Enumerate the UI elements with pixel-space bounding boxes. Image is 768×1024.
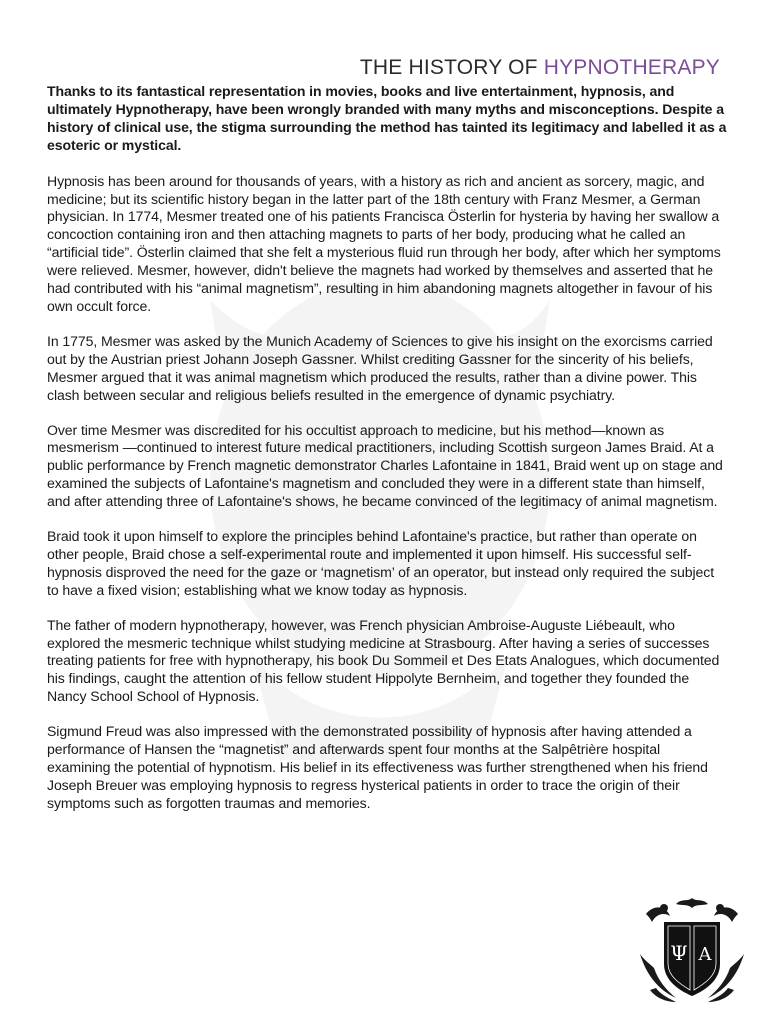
page-title xyxy=(360,56,720,80)
body-paragraph: Over time Mesmer was discredited for his occultist approach to medicine, but his method—known as mesmerism —continued to interest future medical practitioners, including Scottish surgeon James Braid. At a public performance by French magnetic demonstrator Charles Lafontaine in 1841, Braid went up on stage and examined the subjects of Lafontaine's magnetism and concluded they were in a different state than himself, and after attending three of Lafontaine's shows, he became convinced of the legitimacy of animal magnetism. xyxy=(47,421,723,510)
body-paragraph: Hypnosis has been around for thousands of years, with a history as rich and ancient as sorcery, magic, and medicine; but its scientific history began in the latter part of the 18th century with Franz Mesmer, a German physician. In 1774, Mesmer treated one of his patients Francisca Österlin for hysteria by having her swallow a concoction containing iron and then attaching magnets to parts of her body, producing what he called an “artificial tide”. Österlin claimed that she felt a mysterious fluid run through her body, after which her symptoms were relieved. Mesmer, however, didn't believe the magnets had worked by themselves and asserted that he had contributed with his “animal magnetism”, resulting in him abandoning magnets altogether in favour of his own occult force. xyxy=(47,172,721,314)
crest-letter-psi: Ψ xyxy=(670,941,688,965)
body-paragraph: Braid took it upon himself to explore the principles behind Lafontaine's practice, but rather than operate on other people, Braid chose a self-experimental route and implemented it upon himself. His successful self-hypnosis disproved the need for the gaze or ‘magnetism’ of an operator, but instead only required the subject to have a fixed vision; establishing what we know today as hypnosis. xyxy=(47,528,715,598)
body-paragraph: Sigmund Freud was also impressed with the demonstrated possibility of hypnosis after having attended a performance of Hansen the “magnetist” and afterwards spent four months at the Salpêtrière hospital examining the potential of hypnotism. His belief in its effectiveness was further strengthened when his friend Joseph Breuer was employing hypnosis to regress hysterical patients in order to trace the origin of their symptoms such as forgotten traumas and memories. xyxy=(47,723,708,811)
crest-logo-icon xyxy=(636,894,748,1006)
body-paragraph: In 1775, Mesmer was asked by the Munich Academy of Sciences to give his insight on the exorcisms carried out by the Austrian priest Johann Joseph Gassner. Whilst crediting Gassner for the sincerity of his beliefs, Mesmer argued that it was animal magnetism which produced the results, rather than a divine power. This clash between secular and religious beliefs resulted in the emergence of dynamic psychiatry. xyxy=(47,332,713,403)
body-paragraph: The father of modern hypnotherapy, however, was French physician Ambroise-Auguste Liébeault, who explored the mesmeric technique whilst studying medicine at Strasbourg. After having a series of successes treating patients for free with hypnotherapy, his book Du Sommeil et Des Etats Analogues, which documented his findings, caught the attention of his fellow student Hippolyte Bernheim, and together they founded the Nancy School School of Hypnosis. xyxy=(47,616,720,705)
title-accent: HYPNOTHERAPY xyxy=(543,56,720,80)
intro-paragraph: Thanks to its fantastical representation in movies, books and live entertainment, hypnosis, and ultimately Hypnotherapy, have been wrongly branded with many myths and misconceptions. Despite a history of clinical use, the stigma surrounding the method has tainted its legitimacy and labelled it as a esoteric or mystical. xyxy=(47,83,727,153)
crest-letter-a: A xyxy=(698,944,712,965)
title-prefix: THE HISTORY OF xyxy=(359,56,544,80)
article-body xyxy=(47,83,727,830)
